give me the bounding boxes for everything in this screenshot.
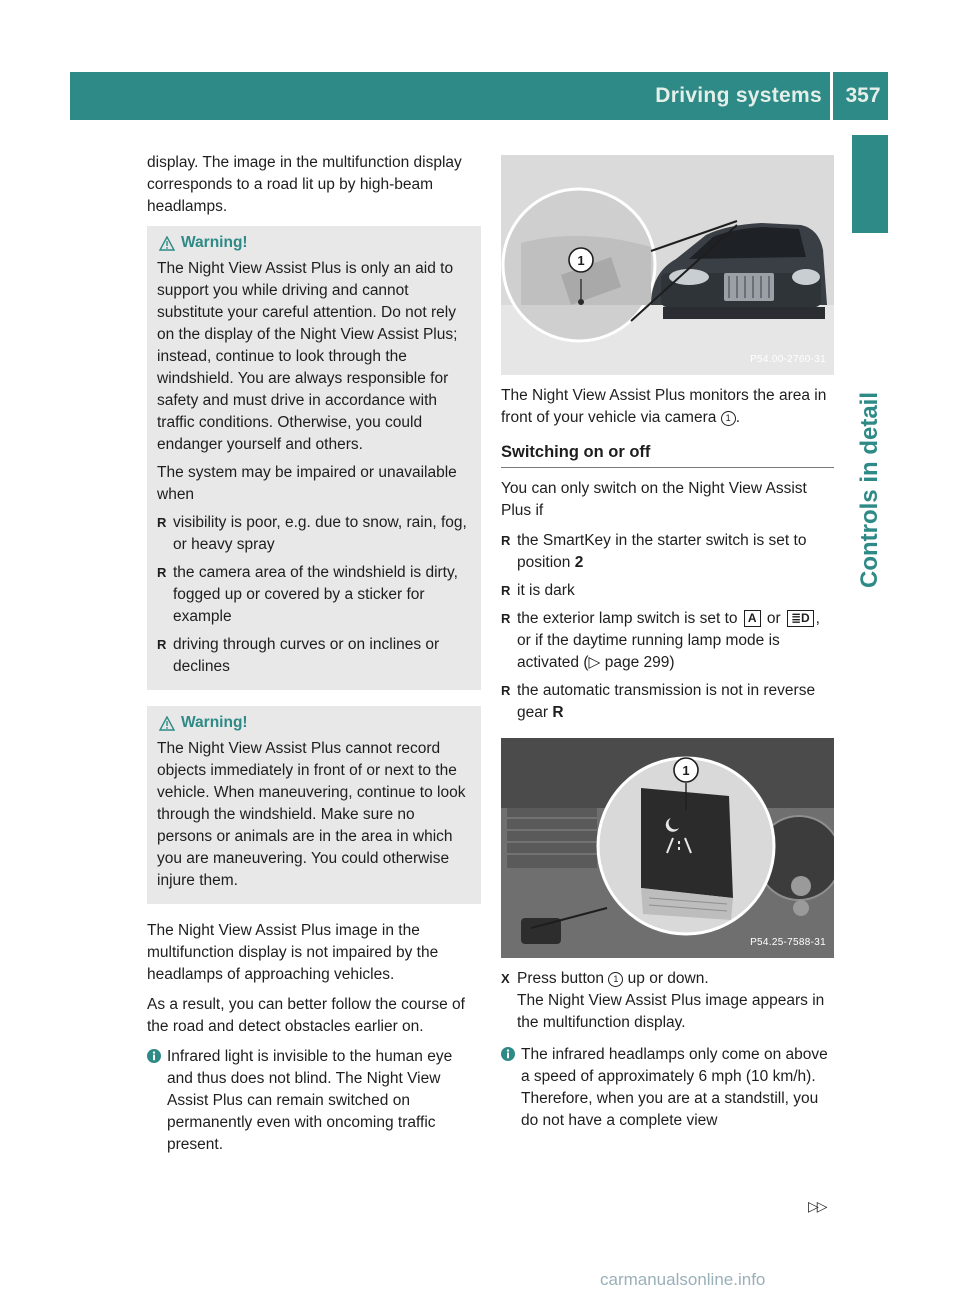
warning-title — [157, 232, 473, 254]
side-tab-block — [852, 135, 888, 233]
step-text: up or down. — [627, 970, 709, 987]
body-paragraph: As a result, you can better follow the course of the road and detect obstacles earlier on. — [147, 996, 465, 1035]
warning-title — [157, 712, 473, 734]
warning-text: The Night View Assist Plus cannot record objects immediately in front of or next to the vehicle. When maneuvering, continue to look through the windshield. Make sure no persons or animals are in the area in which you are maneuvering. You could otherwise injure them. — [157, 740, 466, 889]
list-item — [501, 530, 834, 574]
caption-text: The Night View Assist Plus monitors the area in front of your vehicle via camera — [501, 387, 827, 426]
info-icon — [147, 1049, 161, 1063]
figure-car-camera — [501, 155, 834, 375]
figure-callout-1: 1 — [577, 253, 585, 268]
conditions-list — [501, 530, 834, 724]
side-tab-label: Controls in detail — [856, 391, 883, 589]
callout-number: 1 — [608, 972, 623, 987]
continue-marker: ▷▷ — [808, 1198, 826, 1214]
body-paragraph: The Night View Assist Plus image in the multifunction display is not impaired by the headlamps of approaching vehicles. — [147, 922, 439, 983]
instruction-step — [501, 968, 834, 1034]
info-text: The infrared headlamps only come on above a speed of approximately 6 mph (10 km/h). Therefore, when you are at a standstill, you do not have a complete view — [521, 1046, 828, 1129]
watermark: carmanualsonline.info — [600, 1270, 766, 1289]
warning-bullet-list — [157, 512, 473, 678]
list-item — [501, 608, 834, 674]
list-item-text: or — [766, 610, 781, 627]
warning-box-2 — [147, 706, 481, 904]
list-item-text: the SmartKey in the starter switch is set to position — [517, 532, 807, 571]
header-divider — [830, 72, 833, 120]
figure-callout-1: 1 — [682, 763, 690, 778]
figure-caption — [501, 385, 834, 429]
intro-paragraph: display. The image in the multifunction display corresponds to a road lit up by high-beam headlamps. — [147, 154, 462, 215]
warning-triangle-icon — [159, 716, 175, 731]
section-heading: Switching on or off — [501, 441, 834, 468]
warning-title-text: Warning! — [181, 714, 248, 731]
callout-number: 1 — [721, 411, 736, 426]
list-item-text: the exterior lamp switch is set to — [517, 610, 738, 627]
car-illustration — [501, 155, 834, 375]
step-text: Press button — [517, 970, 605, 987]
list-item: R the camera area of the windshield is dirty, fogged up or covered by a sticker for example — [157, 562, 473, 628]
info-text: Infrared light is invisible to the human eye and thus does not blind. The Night View Assist Plus can remain switched on permanently even with oncoming traffic present. — [167, 1048, 453, 1153]
step-result: The Night View Assist Plus image appears in the multifunction display. — [517, 992, 825, 1031]
low-beam-symbol: ≣D — [787, 610, 814, 627]
warning-text: The system may be impaired or unavailable when — [157, 464, 457, 503]
figure-dashboard-button — [501, 738, 834, 958]
info-icon — [501, 1047, 515, 1061]
conditions-intro: You can only switch on the Night View Assist Plus if — [501, 480, 807, 519]
info-note — [501, 1044, 834, 1132]
list-item: R driving through curves or on inclines or declines — [157, 634, 473, 678]
caption-text-end: . — [735, 409, 740, 426]
section-title: Driving systems — [655, 84, 822, 107]
list-item: R it is dark — [501, 580, 834, 602]
figure-code: P54.25-7588-31 — [750, 937, 826, 948]
position-value: 2 — [574, 554, 584, 571]
list-item-text: , or if the daytime running lamp mode is activated (▷ page 299) — [517, 610, 820, 671]
list-item-text: the automatic transmission is not in reverse gear — [517, 682, 816, 721]
info-note — [147, 1046, 481, 1156]
dashboard-illustration — [501, 738, 834, 958]
warning-box-1 — [147, 226, 481, 690]
page-number: 357 — [845, 84, 881, 107]
auto-lamp-symbol: A — [744, 610, 761, 627]
right-column — [501, 155, 834, 1132]
warning-title-text: Warning! — [181, 234, 248, 251]
list-item: R visibility is poor, e.g. due to snow, rain, fog, or heavy spray — [157, 512, 473, 556]
figure-code: P54.00-2760-31 — [750, 354, 826, 365]
left-column — [147, 152, 481, 1156]
warning-text: The Night View Assist Plus is only an aid to support you while driving and cannot substitute your careful attention. Do not rely on the display of the Night View Assist Plus; instead, continue to look through the windshield. You are always responsible for safety and must drive in accordance with traffic conditions. Otherwise, you could endanger yourself and others. — [157, 260, 458, 453]
gear-value: R — [552, 704, 564, 721]
step-marker: X — [501, 971, 510, 986]
warning-triangle-icon — [159, 236, 175, 251]
list-item — [501, 680, 834, 724]
